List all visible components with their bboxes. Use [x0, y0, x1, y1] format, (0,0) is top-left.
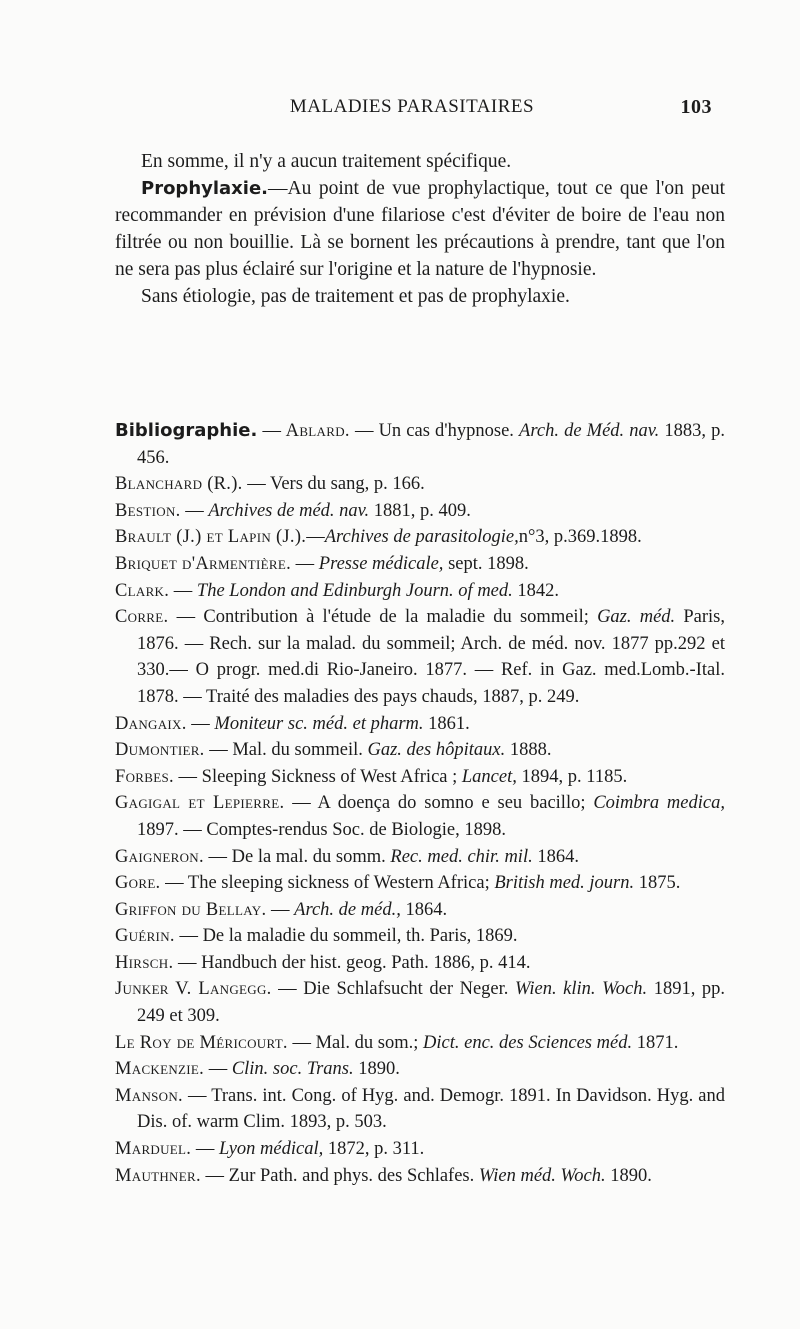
entry-text: — Zur Path. and phys. des Schlafes.	[200, 1165, 479, 1186]
entry-text: — De la maladie du sommeil, th. Paris, 1869.	[174, 926, 518, 947]
entry-journal: Presse médicale,	[318, 553, 444, 574]
entry-details: 1890.	[605, 1165, 652, 1186]
chapter-title: MALADIES PARASITAIRES	[289, 96, 535, 117]
entry-details: 1871.	[632, 1032, 679, 1053]
bibliography-entry	[115, 711, 725, 738]
bibliography-entry	[115, 950, 725, 977]
entry-details: n°3, p.369.1898.	[518, 527, 642, 548]
entry-details: 1864.	[532, 846, 579, 867]
entry-journal: Archives de parasitologie,	[324, 527, 519, 548]
bibliography-entry	[115, 764, 725, 791]
entry-journal: The London and Edinburgh Journ. of med.	[196, 580, 513, 601]
entry-journal: Arch. de Méd. nav.	[519, 421, 660, 441]
entry-details: sept. 1898.	[443, 553, 529, 574]
entry-text: — Trans. int. Cong. of Hyg. and. Demogr. 1891. In Davidson. Hyg. and Dis. of. warm Clim. 1893, p. 503.	[137, 1085, 725, 1133]
entry-details: 1897. — Comptes-rendus Soc. de Biologie, 1898.	[137, 819, 506, 840]
entry-author: Gagigal et Lepierre.	[115, 793, 285, 814]
entry-details: Paris, 1876. — Rech. sur la malad. du sommeil; Arch. de méd. nov. 1877 pp.292 et 330.— O progr. med.di Rio-Janeiro. 1877. — Ref. in Gaz. med.Lomb.-Ital. 1878. — Traité des maladies des pays chauds, 1887, p. 249.	[137, 607, 725, 707]
entry-text: —	[186, 713, 215, 734]
intro-section	[115, 148, 725, 310]
entry-details: 1872, p. 311.	[323, 1139, 425, 1160]
entry-author: Clark.	[115, 580, 170, 601]
bibliography-heading: Bibliographie.	[115, 420, 258, 441]
entry-text: — Die Schlafsucht der Neger.	[271, 979, 515, 1000]
bibliography-entry	[115, 844, 725, 871]
entry-text: — Vers du sang, p. 166.	[242, 474, 425, 495]
entry-author: Mackenzie.	[115, 1059, 205, 1080]
bibliography-entry	[115, 1030, 725, 1057]
entry-journal: Gaz. méd.	[597, 607, 676, 628]
bibliography-entry	[115, 923, 725, 950]
prophylaxis-text: —Au point de vue prophylactique, tout ce que l'on peut recommander en prévision d'une filariose c'est d'éviter de boire de l'eau non filtrée ou non bouillie. Là se bornent les précautions à prendre, tant que l'on ne sera pas plus éclairé sur l'origine et la nature de l'hypnosie.	[115, 178, 725, 280]
bibliography-entry	[115, 1083, 725, 1136]
bibliography-entry	[115, 524, 725, 551]
bibliography-entry	[115, 1163, 725, 1190]
bibliography-entry	[115, 1056, 725, 1083]
entry-author: Guérin.	[115, 926, 175, 947]
entry-author: Marduel.	[115, 1139, 192, 1160]
entry-details: 1890.	[353, 1059, 400, 1080]
entry-text: —	[180, 500, 209, 521]
entry-text: — De la mal. du somm.	[203, 846, 391, 867]
entry-details: 1881, p. 409.	[369, 500, 471, 521]
entry-journal: Wien méd. Woch.	[478, 1165, 606, 1186]
entry-journal: Moniteur sc. méd. et pharm.	[214, 713, 424, 734]
entry-text: — Handbuch der hist. geog. Path. 1886, p. 414.	[173, 952, 531, 973]
entry-text: —	[169, 580, 197, 601]
entry-journal: Wien. klin. Woch.	[514, 979, 648, 1000]
entry-author: Corre.	[115, 607, 169, 628]
bibliography-entry	[115, 870, 725, 897]
entry-author: Gore.	[115, 873, 161, 894]
paragraph-conclusion: Sans étiologie, pas de traitement et pas de prophylaxie.	[141, 286, 570, 307]
entry-author: Junker V. Langegg.	[115, 979, 272, 1000]
entry-journal: Clin. soc. Trans.	[231, 1059, 354, 1080]
entry-author: Le Roy de Méricourt.	[115, 1032, 288, 1053]
bibliography-entry	[115, 604, 725, 710]
entry-author: Mauthner.	[115, 1165, 201, 1186]
entry-text: — Contribution à l'étude de la maladie du sommeil;	[168, 607, 598, 628]
entry-journal: Arch. de méd.,	[294, 899, 401, 920]
entry-author: Manson.	[115, 1085, 183, 1106]
entry-journal: Coimbra medica,	[593, 793, 725, 814]
entry-author: Briquet d'Armentière.	[115, 553, 292, 574]
entry-author: Dumontier.	[115, 740, 205, 761]
entry-details: 1864.	[400, 899, 448, 920]
entry-author: Dangaix.	[115, 713, 187, 734]
entry-text: — Mal. du sommeil.	[204, 740, 368, 761]
entry-journal: Rec. med. chir. mil.	[390, 846, 533, 867]
bibliography-entry	[115, 551, 725, 578]
entry-journal: Dict. enc. des Sciences méd.	[423, 1032, 633, 1053]
entry-text: — Un cas d'hypnose.	[349, 421, 520, 441]
entry-details: 1891, pp. 249 et 309.	[137, 979, 726, 1027]
entry-details: 1888.	[505, 740, 552, 761]
bibliography-entry	[115, 471, 725, 498]
entry-journal: British med. journ.	[494, 873, 635, 894]
paragraph-treatment: En somme, il n'y a aucun traitement spécifique.	[141, 151, 512, 172]
bibliography-section	[115, 418, 725, 1189]
entry-details: 1861.	[423, 713, 470, 734]
entry-author: Blanchard (R.).	[115, 474, 243, 495]
entry-text: — Mal. du som.;	[287, 1032, 424, 1053]
entry-journal: Gaz. des hôpitaux.	[367, 740, 506, 761]
entry-text: —	[204, 1059, 232, 1080]
entry-text: — The sleeping sickness of Western Africa;	[160, 873, 495, 894]
entry-details: 1842.	[512, 580, 560, 601]
entry-author: Gaigneron.	[115, 846, 204, 867]
bibliography-entry	[115, 790, 725, 843]
entry-text: —	[291, 553, 319, 574]
entry-author: Brault (J.) et Lapin (J.).	[115, 527, 307, 548]
entry-text: —	[306, 527, 325, 548]
entry-text: —	[266, 899, 295, 920]
entry-text: —	[191, 1139, 219, 1160]
bibliography-entry	[115, 578, 725, 605]
prophylaxis-heading: Prophylaxie.	[141, 178, 269, 199]
entry-author: Bestion.	[115, 500, 181, 521]
entry-journal: Lancet,	[461, 766, 517, 787]
bibliography-entry	[115, 498, 725, 525]
entry-text: — Sleeping Sickness of West Africa ;	[173, 766, 462, 787]
entry-author: Hirsch.	[115, 952, 174, 973]
bibliography-entry	[115, 418, 725, 471]
bibliography-entry	[115, 976, 725, 1029]
entry-author: Griffon du Bellay.	[115, 899, 267, 920]
entry-details: 1883, p. 456.	[137, 421, 726, 468]
bibliography-entry	[115, 737, 725, 764]
running-head	[112, 96, 712, 126]
entry-journal: Archives de méd. nav.	[208, 500, 370, 521]
entry-author: — Ablard.	[262, 421, 350, 441]
entry-journal: Lyon médical,	[218, 1139, 324, 1160]
entry-details: 1875.	[634, 873, 681, 894]
entry-details: 1894, p. 1185.	[516, 766, 628, 787]
paragraph-prophylaxis	[115, 175, 725, 283]
bibliography-entry	[115, 1136, 725, 1163]
page-number: 103	[680, 96, 712, 118]
bibliography-entry	[115, 897, 725, 924]
entry-text: — A doença do somno e seu bacillo;	[284, 793, 594, 814]
entry-author: Forbes.	[115, 766, 174, 787]
